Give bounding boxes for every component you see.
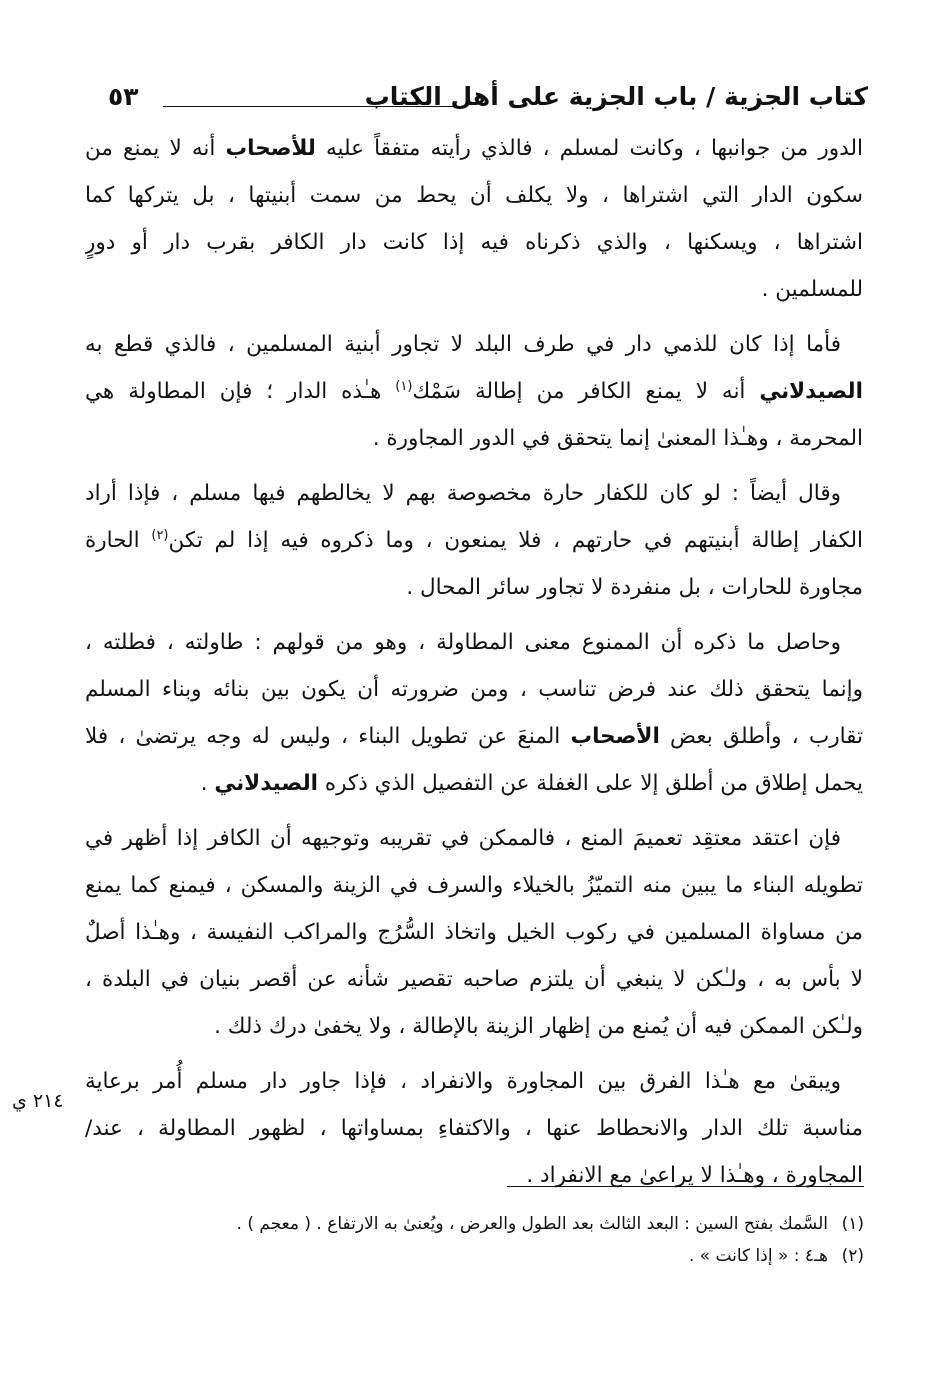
text-line: سكون الدار التي اشتراها ، ولا يكلف أن يحط من سمت أبنيتها ، بل يتركها كما xyxy=(85,183,863,208)
bold-term: الصيدلاني xyxy=(214,771,319,796)
text-line: وقال أيضاً : لو كان للكفار حارة مخصوصة بهم لا يخالطهم فيها مسلم ، فإذا أراد xyxy=(85,481,841,506)
bold-term: للأصحاب xyxy=(225,136,316,161)
text-line: مجاورة للحارات ، بل منفردة لا تجاور سائر المحال . xyxy=(406,575,863,600)
bold-term: الصيدلاني xyxy=(759,379,863,404)
text-line: الكفار إطالة أبنيتهم في حارتهم ، فلا يمنعون ، وما ذكروه فيه إذا لم تكن$^{(٢)}$ الحارة xyxy=(85,527,863,553)
paragraph xyxy=(85,815,863,1050)
footnote-text: هـ٤ : « إذا كانت » . xyxy=(688,1246,828,1266)
paragraph xyxy=(85,321,863,462)
text-line: وحاصل ما ذكره أن الممنوع معنى المطاولة ، وهو من قولهم : طاولته ، فطلته ، xyxy=(85,630,841,655)
paragraph xyxy=(85,1058,863,1199)
text-line: الدور من جوانبها ، وكانت لمسلم ، فالذي رأيته متفقاً عليه للأصحاب أنه لا يمنع من xyxy=(85,136,863,161)
text-line: المجاورة ، وهـٰذا لا يراعىٰ مع الانفراد . xyxy=(526,1163,863,1188)
text-line: مناسبة تلك الدار والانحطاط عنها ، والاكتفاءِ بمساواتها ، لظهور المطاولة ، عند/ xyxy=(85,1116,863,1141)
text-line: للمسلمين . xyxy=(761,277,863,302)
text-line: تقارب ، وأطلق بعض الأصحاب المنعَ عن تطويل البناء ، وليس له وجه يرتضىٰ ، فلا xyxy=(85,724,863,749)
footnote-text: السَّمك بفتح السين : البعد الثالث بعد الطول والعرض ، ويُعنىٰ به الارتفاع . ( معجم ) . xyxy=(236,1214,828,1234)
paragraph xyxy=(85,125,863,313)
text-line: المحرمة ، وهـٰذا المعنىٰ إنما يتحقق في الدور المجاورة . xyxy=(372,426,863,451)
text-line: تطويله البناء ما يبين منه التميّزُ بالخيلاء والسرف في الزينة والمسكن ، فيمنع كما يمنع xyxy=(85,873,863,898)
text-line: ويبقىٰ مع هـٰذا الفرق بين المجاورة والانفراد ، فإذا جاور دار مسلم أُمر برعاية xyxy=(85,1069,841,1094)
paragraph xyxy=(85,619,863,807)
text-line: فأما إذا كان للذمي دار في طرف البلد لا تجاور أبنية المسلمين ، فالذي قطع به xyxy=(85,332,841,357)
text-line: لا بأس به ، ولـٰكن لا ينبغي أن يلتزم صاحبه تقصير شأنه عن أقصر بنيان في البلدة ، xyxy=(85,967,863,992)
paragraph xyxy=(85,470,863,611)
page-header xyxy=(108,82,868,122)
text-line: الصيدلاني أنه لا يمنع الكافر من إطالة سَمْك$^{(١)}$ هـٰذه الدار ؛ فإن المطاولة هي xyxy=(85,378,863,404)
text-line: يحمل إطلاق من أطلق إلا على الغفلة عن التفصيل الذي ذكره الصيدلاني . xyxy=(200,771,863,796)
text-line: من مساواة المسلمين في ركوب الخيل واتخاذ السُّرُج والمراكب النفيسة ، وهـٰذا أصلٌ xyxy=(85,920,863,945)
footnote-number: (٢) xyxy=(841,1246,864,1266)
text-line: ولـٰكن الممكن فيه أن يُمنع من إظهار الزينة بالإطالة ، ولا يخفىٰ درك ذلك . xyxy=(214,1014,863,1039)
manuscript-folio-note: ٢١٤ ي xyxy=(12,1090,64,1112)
footnote-ref: (٢) xyxy=(151,527,169,543)
footnote-number: (١) xyxy=(841,1214,864,1234)
text-line: فإن اعتقد معتقِد تعميمَ المنع ، فالممكن في تقريبه وتوجيهه أن الكافر إذا أظهر في xyxy=(85,826,841,851)
main-text xyxy=(85,125,863,1207)
running-title: كتاب الجزية / باب الجزية على أهل الكتاب xyxy=(364,82,868,111)
footnote-ref: (١) xyxy=(395,378,413,394)
footnote xyxy=(84,1208,864,1240)
text-line: اشتراها ، ويسكنها ، والذي ذكرناه فيه إذا كانت دار الكافر بقرب دار أو دورٍ xyxy=(85,230,863,255)
text-line: وإنما يتحقق ذلك عند فرض تناسب ، ومن ضرورته أن يكون بين بنائه وبناء المسلم xyxy=(85,677,863,702)
header-rule xyxy=(163,106,456,107)
page-number: ٥٣ xyxy=(108,82,139,111)
footnotes xyxy=(84,1208,864,1272)
bold-term: الأصحاب xyxy=(570,724,660,749)
footnote xyxy=(84,1240,864,1272)
footnote-rule xyxy=(507,1186,864,1187)
